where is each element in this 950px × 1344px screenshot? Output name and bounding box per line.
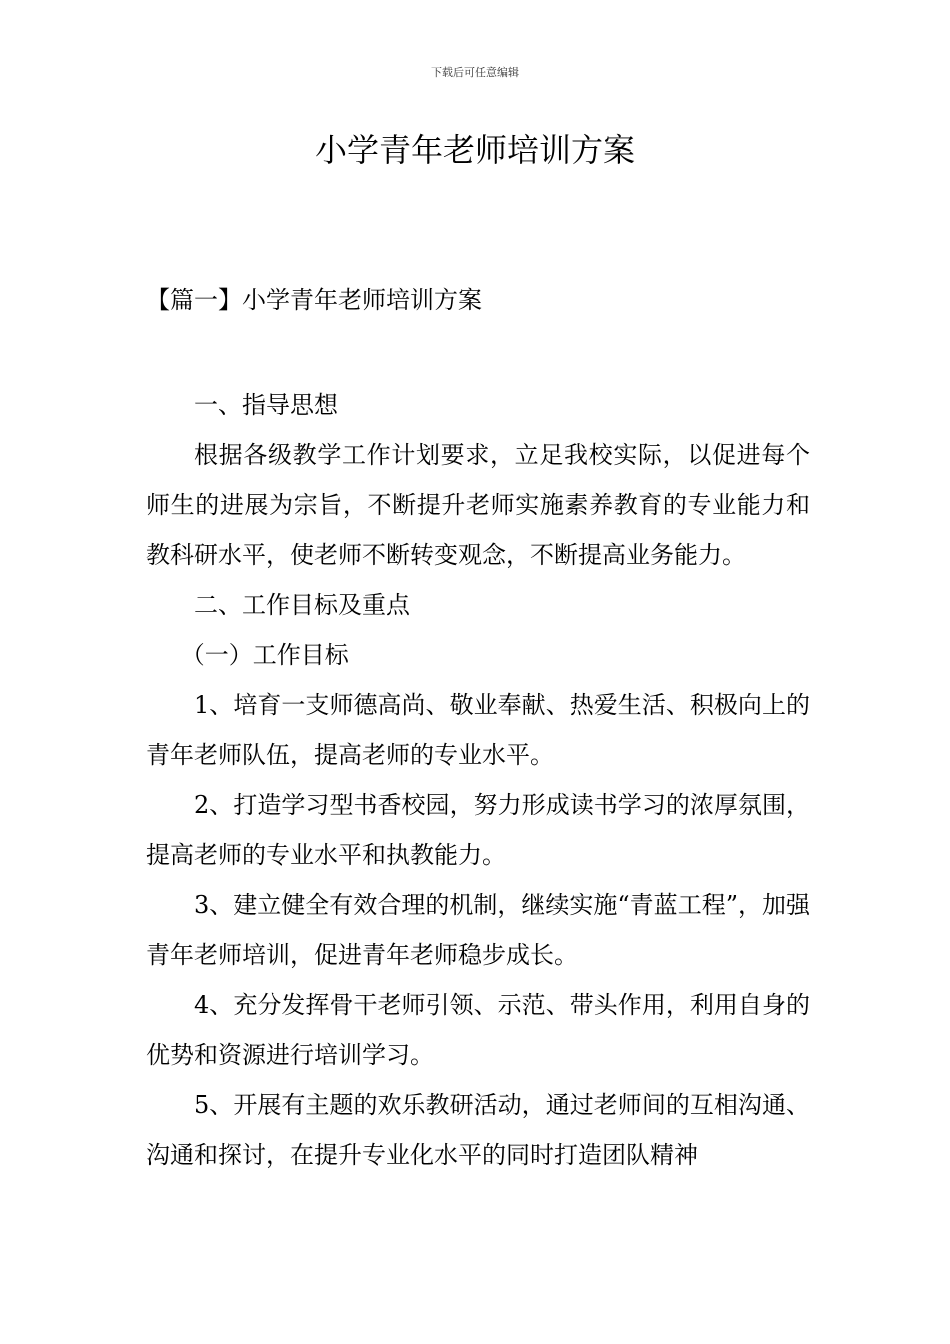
goal-item-4: 4、充分发挥骨干老师引领、示范、带头作用，利用自身的优势和资源进行培训学习。	[146, 991, 810, 1069]
subheading-work-goals: （一）工作目标	[180, 641, 349, 669]
paragraph-guiding-ideology: 根据各级教学工作计划要求，立足我校实际，以促进每个师生的进展为宗旨，不断提升老师实施素养教育的专业能力和教科研水平，使老师不断转变观念，不断提高业务能力。	[146, 441, 810, 569]
goal-item-5: 5、开展有主题的欢乐教研活动，通过老师间的互相沟通、沟通和探讨，在提升专业化水平的同时打造团队精神	[146, 1091, 810, 1169]
heading-guiding-ideology: 一、指导思想	[194, 391, 338, 419]
goal-item-3: 3、建立健全有效合理的机制，继续实施“青蓝工程”，加强青年老师培训，促进青年老师稳步成长。	[146, 891, 810, 969]
document-title: 小学青年老师培训方案	[314, 131, 635, 169]
goal-item-1: 1、培育一支师德高尚、敬业奉献、热爱生活、积极向上的青年老师队伍，提高老师的专业水平。	[146, 691, 810, 769]
section-title: 【篇一】小学青年老师培训方案	[146, 286, 482, 314]
header-note: 下载后可任意编辑	[431, 66, 519, 79]
heading-goals-and-focus: 二、工作目标及重点	[194, 591, 410, 619]
document-body	[146, 380, 810, 1180]
goal-item-2: 2、打造学习型书香校园，努力形成读书学习的浓厚氛围，提高老师的专业水平和执教能力。	[146, 791, 810, 869]
